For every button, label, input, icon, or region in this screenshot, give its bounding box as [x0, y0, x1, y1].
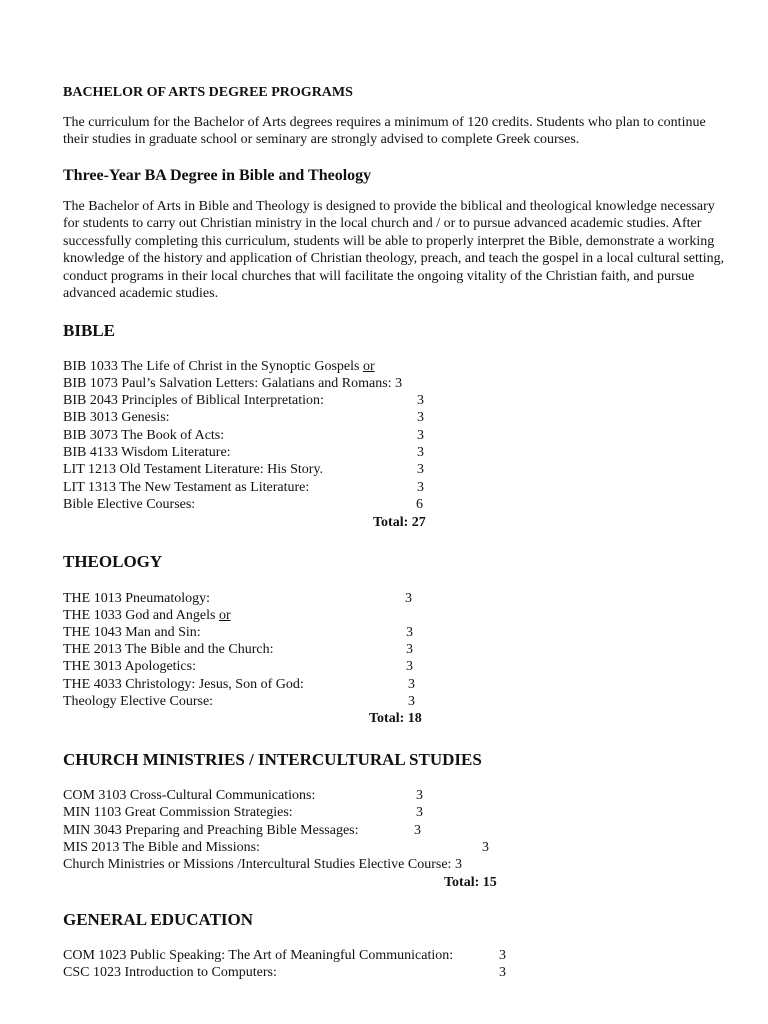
section-total: Total: 18 — [369, 711, 422, 726]
course-credits: 3 — [416, 788, 423, 803]
course-credits: 3 — [405, 591, 412, 606]
course-credits: 3 — [482, 840, 489, 855]
course-credits: 3 — [417, 445, 424, 460]
course-credits: 3 — [417, 428, 424, 443]
course-name: CSC 1023 Introduction to Computers: — [63, 965, 277, 980]
course-credits: 3 — [406, 625, 413, 640]
course-credits: 3 — [454, 857, 462, 872]
course-credits: 3 — [417, 480, 424, 495]
course-name: THE 3013 Apologetics: — [63, 659, 196, 674]
course-name: THE 4033 Christology: Jesus, Son of God: — [63, 677, 304, 692]
course-name: THE 1033 God and Angels — [63, 608, 216, 623]
course-name: BIB 1033 The Life of Christ in the Synoptic Gospels — [63, 359, 360, 374]
course-name: COM 3103 Cross-Cultural Communications: — [63, 788, 316, 803]
course-name: BIB 2043 Principles of Biblical Interpretation: — [63, 393, 324, 408]
course-name: BIB 1073 Paul’s Salvation Letters: Galatians and Romans: — [63, 376, 392, 391]
course-credits: 3 — [395, 376, 403, 391]
course-line — [63, 608, 231, 624]
program-description: The Bachelor of Arts in Bible and Theology is designed to provide the biblical and theological knowledge necessary for students to carry out Christian ministry in the local church and / or to pursue advanced academic studies. After successfully completing this curriculum, students will be able to properly interpret the Bible, demonstrate a working knowledge of the history and application of Christian theology, preach, and teach the gospel in a local cultural setting, conduct programs in their local churches that will facilitate the ongoing vitality of the Christian faith, and pursue advanced academic studies. — [63, 199, 725, 302]
course-name: LIT 1213 Old Testament Literature: His Story. — [63, 462, 324, 477]
or-marker: or — [218, 608, 231, 623]
course-credits: 3 — [406, 642, 413, 657]
section-total: Total: 15 — [444, 875, 497, 890]
course-name: THE 1013 Pneumatology: — [63, 591, 210, 606]
course-credits: 3 — [408, 677, 415, 692]
course-line — [63, 359, 375, 375]
course-credits: 3 — [406, 659, 413, 674]
course-name: THE 1043 Man and Sin: — [63, 625, 201, 640]
course-credits: 3 — [408, 694, 415, 709]
course-name: THE 2013 The Bible and the Church: — [63, 642, 274, 657]
section-heading-general-education: GENERAL EDUCATION — [63, 910, 254, 929]
section-heading-theology: THEOLOGY — [63, 552, 163, 571]
course-name: Church Ministries or Missions /Intercultural Studies Elective Course: — [63, 857, 452, 872]
course-name: BIB 3073 The Book of Acts: — [63, 428, 225, 443]
or-marker: or — [362, 359, 375, 374]
section-heading-bible: BIBLE — [63, 321, 115, 340]
course-name: BIB 4133 Wisdom Literature: — [63, 445, 231, 460]
course-credits: 3 — [414, 823, 421, 838]
course-credits: 3 — [499, 965, 506, 980]
page-title: BACHELOR OF ARTS DEGREE PROGRAMS — [63, 85, 353, 100]
course-name: MIN 3043 Preparing and Preaching Bible Messages: — [63, 823, 359, 838]
course-credits: 3 — [499, 948, 506, 963]
course-credits: 6 — [416, 497, 423, 512]
program-heading: Three-Year BA Degree in Bible and Theology — [63, 167, 372, 184]
course-name: COM 1023 Public Speaking: The Art of Meaningful Communication: — [63, 948, 454, 963]
course-credits: 3 — [417, 410, 424, 425]
course-name: BIB 3013 Genesis: — [63, 410, 170, 425]
course-credits: 3 — [417, 462, 424, 477]
section-heading-ministries: CHURCH MINISTRIES / INTERCULTURAL STUDIES — [63, 750, 482, 769]
course-name: Bible Elective Courses: — [63, 497, 196, 512]
section-total: Total: 27 — [373, 515, 426, 530]
course-credits: 3 — [417, 393, 424, 408]
course-line — [63, 376, 402, 392]
course-name: LIT 1313 The New Testament as Literature: — [63, 480, 310, 495]
course-credits: 3 — [416, 805, 423, 820]
intro-paragraph: The curriculum for the Bachelor of Arts degrees requires a minimum of 120 credits. Students who plan to continue their studies in graduate school or seminary are strongly advised to complete Greek courses. — [63, 115, 706, 148]
course-name: MIN 1103 Great Commission Strategies: — [63, 805, 293, 820]
course-line — [63, 857, 462, 873]
course-name: Theology Elective Course: — [63, 694, 214, 709]
course-name: MIS 2013 The Bible and Missions: — [63, 840, 260, 855]
